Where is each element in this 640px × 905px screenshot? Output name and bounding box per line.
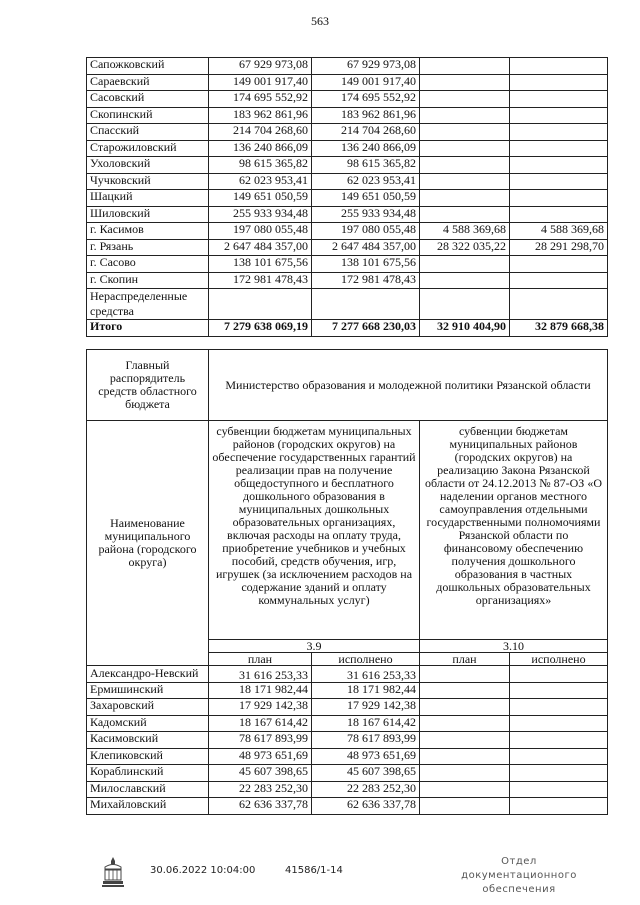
district-label: Наименование муниципального района (городского округа) [87,421,209,666]
amount-cell [420,157,510,174]
page-number: 563 [311,14,329,28]
amount-cell: 18 167 614,42 [209,715,312,732]
amount-cell [420,715,510,732]
amount-cell: 32 910 404,90 [420,320,510,337]
district-name: Шацкий [87,190,209,207]
district-name: Ухоловский [87,157,209,174]
amount-cell [510,715,608,732]
amount-cell: 255 933 934,48 [209,206,312,223]
amount-cell: 22 283 252,30 [209,781,312,798]
amount-cell [510,190,608,207]
amount-cell [510,140,608,157]
amount-cell [209,289,312,320]
table-row [87,140,608,157]
amount-cell: 67 929 973,08 [209,58,312,75]
amount-cell [510,699,608,716]
code-3-9: 3.9 [209,640,420,653]
district-name: Сасовский [87,91,209,108]
amount-cell [510,157,608,174]
amount-cell [510,682,608,699]
district-name: Спасский [87,124,209,141]
amount-cell [420,699,510,716]
amount-cell [420,765,510,782]
district-name: Милославский [87,781,209,798]
amount-cell: 45 607 398,65 [209,765,312,782]
amount-cell [510,206,608,223]
amount-cell [420,58,510,75]
amount-cell [420,732,510,749]
district-name: Сараевский [87,74,209,91]
table-row [87,206,608,223]
amount-cell: 138 101 675,56 [312,256,420,273]
amount-cell [510,256,608,273]
table-row [87,91,608,108]
amount-cell: 136 240 866,09 [209,140,312,157]
amount-cell [510,272,608,289]
amount-cell: 138 101 675,56 [209,256,312,273]
amount-cell: 67 929 973,08 [312,58,420,75]
bottom-table [86,349,608,815]
amount-cell [420,140,510,157]
desc-3-9: субвенции бюджетам муниципальных районов (городских округов) на обеспечение государственных гарантий реализации прав на получение общедоступного и бесплатного дошкольного образования в муниципальных дошкольных образовательных организациях, включая расходы на оплату труда, приобретение учебников и учебных пособий, средств обучения, игр, игрушек (за исключением расходов на содержание зданий и оплату коммунальных услуг) [209,421,420,640]
amount-cell [420,748,510,765]
amount-cell: 149 651 050,59 [312,190,420,207]
amount-cell: 214 704 268,60 [209,124,312,141]
amount-cell: 7 279 638 069,19 [209,320,312,337]
amount-cell: 197 080 055,48 [312,223,420,240]
amount-cell: 18 171 982,44 [209,682,312,699]
amount-cell [510,781,608,798]
district-name: Старожиловский [87,140,209,157]
amount-cell [510,765,608,782]
table-row [87,190,608,207]
table-row [87,682,608,699]
district-name: Итого [87,320,209,337]
amount-cell: 197 080 055,48 [209,223,312,240]
amount-cell: 18 171 982,44 [312,682,420,699]
amount-cell [420,289,510,320]
amount-cell: 98 615 365,82 [209,157,312,174]
header-row-desc [87,421,608,640]
table-row [87,124,608,141]
amount-cell: 31 616 253,33 [312,666,420,683]
amount-cell: 214 704 268,60 [312,124,420,141]
table-row [87,699,608,716]
table-row [87,173,608,190]
table-row [87,239,608,256]
amount-cell: 174 695 552,92 [209,91,312,108]
amount-cell [420,798,510,815]
footer-department: Отдел документационного обеспечения [461,856,577,895]
amount-cell: 45 607 398,65 [312,765,420,782]
amount-cell: 255 933 934,48 [312,206,420,223]
amount-cell [420,107,510,124]
amount-cell [510,173,608,190]
amount-cell: 183 962 861,96 [312,107,420,124]
amount-cell [420,124,510,141]
amount-cell [510,732,608,749]
district-name: Шиловский [87,206,209,223]
district-name: Ермишинский [87,682,209,699]
amount-cell: 62 023 953,41 [209,173,312,190]
amount-cell: 17 929 142,38 [209,699,312,716]
amount-cell [510,124,608,141]
amount-cell: 172 981 478,43 [209,272,312,289]
amount-cell: 7 277 668 230,03 [312,320,420,337]
amount-cell: 31 616 253,33 [209,666,312,683]
table-row [87,223,608,240]
amount-cell [420,190,510,207]
district-name: Александро-Невский [87,666,209,683]
amount-cell: 172 981 478,43 [312,272,420,289]
amount-cell: 28 322 035,22 [420,239,510,256]
amount-cell [312,289,420,320]
amount-cell: 22 283 252,30 [312,781,420,798]
plan-label: план [420,653,510,666]
amount-cell [420,74,510,91]
executed-label: исполнено [312,653,420,666]
amount-cell: 183 962 861,96 [209,107,312,124]
amount-cell [420,666,510,683]
table-row [87,107,608,124]
table-row [87,765,608,782]
amount-cell: 48 973 651,69 [209,748,312,765]
district-name: Клепиковский [87,748,209,765]
amount-cell: 48 973 651,69 [312,748,420,765]
district-name: г. Касимов [87,223,209,240]
amount-cell [420,781,510,798]
top-table [86,57,608,337]
amount-cell [510,798,608,815]
amount-cell [420,91,510,108]
amount-cell: 174 695 552,92 [312,91,420,108]
table-row [87,781,608,798]
amount-cell: 62 636 337,78 [209,798,312,815]
footer-date: 30.06.2022 10:04:00 [150,865,256,876]
amount-cell [510,289,608,320]
amount-cell [420,256,510,273]
amount-cell: 78 617 893,99 [312,732,420,749]
table-row [87,666,608,683]
table-row [87,748,608,765]
amount-cell: 18 167 614,42 [312,715,420,732]
table-row [87,715,608,732]
footer [0,855,640,895]
table-row [87,732,608,749]
amount-cell [510,107,608,124]
amount-cell: 28 291 298,70 [510,239,608,256]
amount-cell: 78 617 893,99 [209,732,312,749]
amount-cell: 149 651 050,59 [209,190,312,207]
amount-cell [420,272,510,289]
district-name: Касимовский [87,732,209,749]
executed-label: исполнено [510,653,608,666]
amount-cell: 62 636 337,78 [312,798,420,815]
amount-cell: 98 615 365,82 [312,157,420,174]
district-name: Михайловский [87,798,209,815]
amount-cell [510,74,608,91]
district-name: Сапожковский [87,58,209,75]
amount-cell: 62 023 953,41 [312,173,420,190]
district-name: г. Скопин [87,272,209,289]
footer-doc-number: 41586/1-14 [285,865,343,876]
amount-cell: 4 588 369,68 [420,223,510,240]
district-name: Скопинский [87,107,209,124]
amount-cell [510,666,608,683]
table-row [87,798,608,815]
amount-cell [510,91,608,108]
district-name: г. Сасово [87,256,209,273]
amount-cell: 2 647 484 357,00 [209,239,312,256]
amount-cell [420,682,510,699]
amount-cell: 32 879 668,38 [510,320,608,337]
amount-cell [510,748,608,765]
plan-label: план [209,653,312,666]
code-3-10: 3.10 [420,640,608,653]
desc-3-10: субвенции бюджетам муниципальных районов (городских округов) на реализацию Закона Рязанской области от 24.12.2013 № 87-ОЗ «О наделении органов местного самоуправления отдельными государственными полномочиями Рязанской области по финансовому обеспечению получения дошкольного образования в частных дошкольных образовательных организациях» [420,421,608,640]
table-row [87,157,608,174]
amount-cell: 4 588 369,68 [510,223,608,240]
amount-cell [420,173,510,190]
district-name: Нераспределенные средства [87,289,209,320]
table-row [87,256,608,273]
amount-cell: 149 001 917,40 [209,74,312,91]
district-name: Кадомский [87,715,209,732]
district-name: Захаровский [87,699,209,716]
amount-cell [510,58,608,75]
amount-cell [420,206,510,223]
amount-cell: 136 240 866,09 [312,140,420,157]
table-row [87,272,608,289]
amount-cell: 149 001 917,40 [312,74,420,91]
district-name: Кораблинский [87,765,209,782]
ministry-name: Министерство образования и молодежной политики Рязанской области [209,350,608,421]
unallocated-row [87,289,608,320]
district-name: Чучковский [87,173,209,190]
table-row [87,74,608,91]
amount-cell: 17 929 142,38 [312,699,420,716]
table-row [87,58,608,75]
district-name: г. Рязань [87,239,209,256]
main-admin-label: Главный распорядитель средств областного бюджета [87,350,209,421]
amount-cell: 2 647 484 357,00 [312,239,420,256]
emblem-icon [100,855,126,889]
header-row-admin [87,350,608,421]
total-row [87,320,608,337]
